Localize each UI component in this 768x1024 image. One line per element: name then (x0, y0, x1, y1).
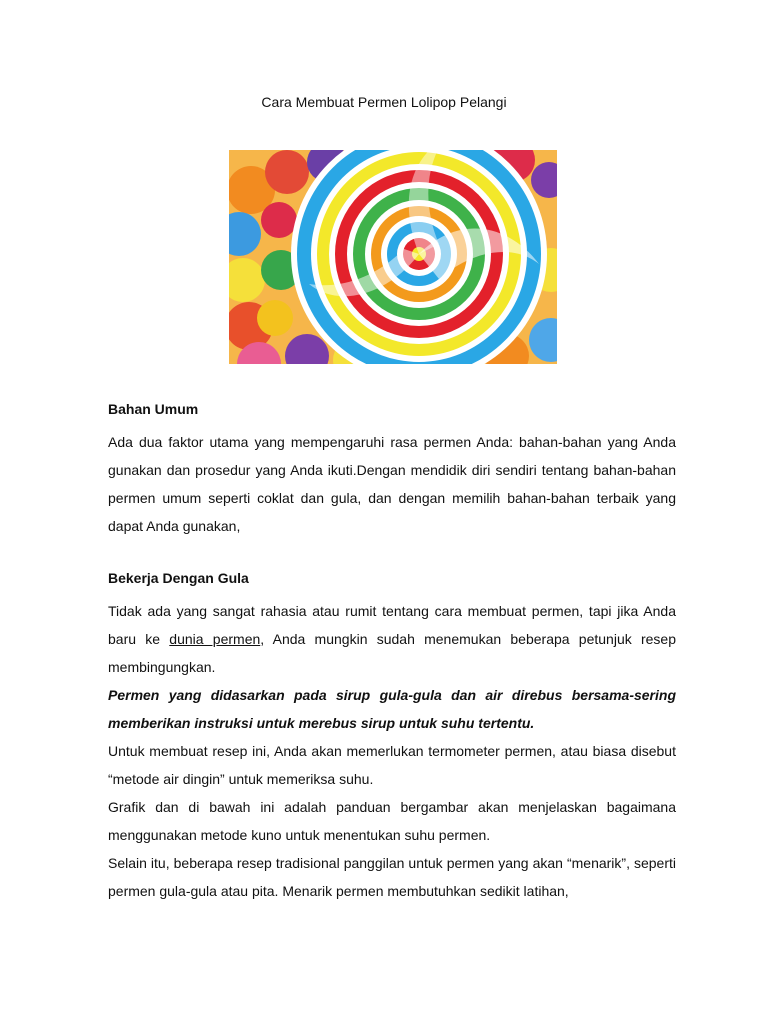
paragraph (108, 597, 676, 681)
paragraph: Grafik dan di bawah ini adalah panduan bergambar akan menjelaskan bagaimana menggunakan metode kuno untuk menentukan suhu permen. (108, 799, 676, 843)
dunia-permen-link[interactable]: dunia permen (169, 631, 261, 647)
paragraph-text: Tidak ada yang sangat rahasia atau rumit tentang cara membuat permen, tapi jika Anda baru ke (108, 603, 676, 647)
lollipop-image (229, 150, 557, 364)
document-title: Cara Membuat Permen Lolipop Pelangi (261, 94, 507, 110)
section-heading: Bekerja Dengan Gula (108, 570, 249, 586)
emphasis-paragraph: Permen yang didasarkan pada sirup gula-gula dan air direbus bersama-sering memberikan instruksi untuk merebus sirup untuk suhu tertentu. (108, 687, 676, 731)
paragraph: Selain itu, beberapa resep tradisional panggilan untuk permen yang akan “menarik”, seperti permen gula-gula atau pita. Menarik permen membutuhkan sedikit latihan, (108, 855, 676, 899)
paragraph-text: , Anda mungkin sudah menemukan beberapa petunjuk resep membingungkan. (108, 631, 676, 675)
section-heading: Bahan Umum (108, 401, 199, 417)
paragraph: Untuk membuat resep ini, Anda akan memerlukan termometer permen, atau biasa disebut “metode air dingin” untuk memeriksa suhu. (108, 743, 676, 787)
document-body (108, 400, 676, 905)
paragraph: Ada dua faktor utama yang mempengaruhi rasa permen Anda: bahan-bahan yang Anda gunakan dan prosedur yang Anda ikuti.Dengan mendidik diri sendiri tentang bahan-bahan permen umum seperti coklat dan gula, dan dengan memilih bahan-bahan terbaik yang dapat Anda gunakan, (108, 434, 676, 534)
